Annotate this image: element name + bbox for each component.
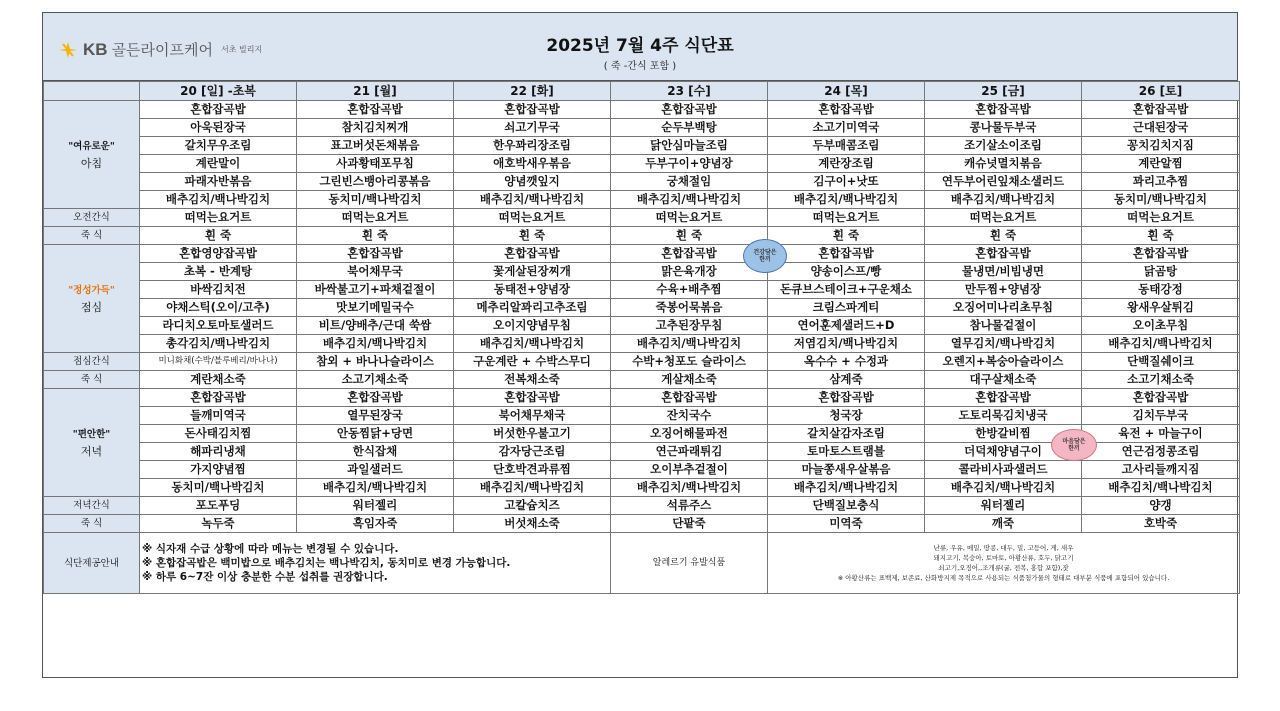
menu-cell: 북어채무채국 (454, 407, 611, 425)
menu-cell: 근대된장국 (1082, 119, 1240, 137)
menu-cell: 흰 죽 (297, 227, 454, 245)
breakfast-row (44, 137, 1240, 155)
menu-cell: 오이부추겉절이 (611, 461, 768, 479)
menu-cell: 오이초무침 (1082, 317, 1240, 335)
menu-cell: 아욱된장국 (140, 119, 297, 137)
menu-cell: 동치미/백나박김치 (1082, 191, 1240, 209)
menu-cell: 오이지양념무침 (454, 317, 611, 335)
menu-cell: 감자당근조림 (454, 443, 611, 461)
day-header: 26 [토] (1082, 82, 1240, 101)
lunch-row (44, 281, 1240, 299)
menu-cell: 오렌지+복숭아슬라이스 (925, 353, 1082, 371)
logo-name: 골든라이프케어 (111, 41, 213, 59)
menu-cell: 왕새우살튀김 (1082, 299, 1240, 317)
allergy-line: 쇠고기,오징어,,조개류(굴, 전복, 홍합 포함),잣 (938, 564, 1069, 572)
menu-cell: 배추김치/백나박김치 (768, 191, 925, 209)
morning_snack-label: 오전간식 (44, 209, 140, 227)
morning_snack-row (44, 209, 1240, 227)
menu-cell: 동치미/백나박김치 (140, 479, 297, 497)
menu-cell: 배추김치/백나박김치 (297, 479, 454, 497)
porridge_2-row (44, 371, 1240, 389)
menu-cell: 참나물겉절이 (925, 317, 1082, 335)
menu-cell: 단호박견과류찜 (454, 461, 611, 479)
menu-cell: 계란알찜 (1082, 155, 1240, 173)
menu-cell: 배추김치/백나박김치 (1082, 479, 1240, 497)
menu-cell: 꽈리고추찜 (1082, 173, 1240, 191)
allergy-label: 알레르기 유발식품 (611, 533, 768, 594)
menu-cell: 열무된장국 (297, 407, 454, 425)
breakfast-row (44, 173, 1240, 191)
menu-cell: 떠먹는요거트 (140, 209, 297, 227)
menu-cell: 잔치국수 (611, 407, 768, 425)
menu-cell: 소고기미역국 (768, 119, 925, 137)
menu-cell: 떠먹는요거트 (925, 209, 1082, 227)
menu-cell: 흰 죽 (611, 227, 768, 245)
menu-cell: 라디치오토마토샐러드 (140, 317, 297, 335)
menu-cell: 참외 + 바나나슬라이스 (297, 353, 454, 371)
footer-label: 식단제공안내 (44, 533, 140, 594)
dinner-row (44, 479, 1240, 497)
notice-cell (140, 533, 611, 594)
menu-cell: 파래자반볶음 (140, 173, 297, 191)
menu-cell: 떠먹는요거트 (611, 209, 768, 227)
breakfast-row (44, 191, 1240, 209)
menu-cell: 전복채소죽 (454, 371, 611, 389)
menu-cell: 버섯채소죽 (454, 515, 611, 533)
menu-cell: 혼합잡곡밥 (611, 101, 768, 119)
notice-line: ※ 혼합잡곡밥은 백미밥으로 배추김치는 백나박김치, 동치미로 변경 가능합니다. (142, 557, 511, 569)
menu-cell: 혼합잡곡밥 (925, 101, 1082, 119)
day-header: 25 [금] (925, 82, 1082, 101)
menu-cell: 조기살소이조림 (925, 137, 1082, 155)
lunch-row (44, 245, 1240, 263)
menu-cell: 해파리냉채 (140, 443, 297, 461)
menu-cell: 혼합잡곡밥 (454, 101, 611, 119)
menu-cell: 소고기채소죽 (297, 371, 454, 389)
lunch-row (44, 335, 1240, 353)
menu-cell: 동태전+양념장 (454, 281, 611, 299)
menu-cell: 한우꽈리장조림 (454, 137, 611, 155)
lunch-label (44, 245, 140, 353)
lunch-row (44, 263, 1240, 281)
menu-cell: 배추김치/백나박김치 (297, 335, 454, 353)
menu-cell: 닭안심마늘조림 (611, 137, 768, 155)
allergy-line: 난류, 우유, 메밀, 땅콩, 대두, 밀, 고등어, 게, 새우 (933, 544, 1074, 552)
menu-cell: 물냉면/비빔냉면 (925, 263, 1082, 281)
menu-cell: 계란말이 (140, 155, 297, 173)
lunch-row (44, 317, 1240, 335)
day-header: 21 [월] (297, 82, 454, 101)
menu-cell: 포도푸딩 (140, 497, 297, 515)
menu-cell: 혼합잡곡밥 (768, 389, 925, 407)
allergy-list (768, 533, 1240, 594)
menu-cell: 혼합잡곡밥 (925, 389, 1082, 407)
menu-cell: 가지양념찜 (140, 461, 297, 479)
menu-cell: 콩나물두부국 (925, 119, 1082, 137)
health-bubble (743, 239, 787, 273)
menu-cell: 혼합잡곡밥 (1082, 389, 1240, 407)
menu-cell: 혼합잡곡밥 (1082, 101, 1240, 119)
dinner-row (44, 389, 1240, 407)
menu-cell: 연근파래튀김 (611, 443, 768, 461)
menu-cell: 돈사태김치찜 (140, 425, 297, 443)
menu-cell: 깨죽 (925, 515, 1082, 533)
menu-cell: 사과황태포무침 (297, 155, 454, 173)
menu-cell: 바싹불고기+파채겉절이 (297, 281, 454, 299)
menu-cell: 토마토스트램블 (768, 443, 925, 461)
menu-cell: 혼합영양잡곡밥 (140, 245, 297, 263)
menu-cell: 혼합잡곡밥 (611, 245, 768, 263)
menu-cell: 녹두죽 (140, 515, 297, 533)
menu-cell: 미니화채(수박/블루베리/바나나) (140, 353, 297, 371)
menu-cell: 단팥죽 (611, 515, 768, 533)
day-header: 24 [목] (768, 82, 925, 101)
menu-cell: 도토리묵김치냉국 (925, 407, 1082, 425)
menu-cell: 맑은육개장 (611, 263, 768, 281)
menu-cell: 혼합잡곡밥 (768, 245, 925, 263)
menu-cell: 배추김치/백나박김치 (925, 191, 1082, 209)
menu-cell: 배추김치/백나박김치 (611, 335, 768, 353)
menu-cell: 콜라비사과샐러드 (925, 461, 1082, 479)
menu-cell: 혼합잡곡밥 (140, 101, 297, 119)
dinner-row (44, 407, 1240, 425)
menu-cell: 게살채소죽 (611, 371, 768, 389)
menu-cell: 과일샐러드 (297, 461, 454, 479)
menu-cell: 흑임자죽 (297, 515, 454, 533)
menu-cell: 비트/양배추/근대 쑥쌈 (297, 317, 454, 335)
menu-cell: 혼합잡곡밥 (611, 389, 768, 407)
porridge_1-row (44, 227, 1240, 245)
menu-cell: 계란장조림 (768, 155, 925, 173)
notice-line: ※ 식자재 수급 상황에 따라 메뉴는 변경될 수 있습니다. (142, 543, 399, 555)
menu-cell: 바싹김치전 (140, 281, 297, 299)
menu-cell: 청국장 (768, 407, 925, 425)
menu-cell: 동치미/백나박김치 (297, 191, 454, 209)
menu-cell: 한방갈비찜 (925, 425, 1082, 443)
menu-cell: 열무김치/백나박김치 (925, 335, 1082, 353)
lunch-label-name: "정성가득" (68, 284, 115, 296)
menu-cell: 흰 죽 (454, 227, 611, 245)
menu-cell: 고추된장무침 (611, 317, 768, 335)
menu-cell: 총각김치/백나박김치 (140, 335, 297, 353)
menu-cell: 메추리알꽈리고추조림 (454, 299, 611, 317)
menu-cell: 연어훈제샐러드+D (768, 317, 925, 335)
menu-cell: 김치두부국 (1082, 407, 1240, 425)
breakfast-row (44, 101, 1240, 119)
menu-cell: 캐슈넛멸치볶음 (925, 155, 1082, 173)
breakfast-label-name: "여유로운" (68, 140, 115, 152)
menu-sheet (42, 12, 1238, 678)
footer-row (44, 533, 1240, 594)
logo-kb: KB (83, 39, 108, 59)
menu-cell: 흰 죽 (140, 227, 297, 245)
menu-cell: 구운계란 + 수박스무디 (454, 353, 611, 371)
header (43, 13, 1237, 81)
health-bubble-text: 건강담은 한끼 (753, 249, 777, 263)
menu-cell: 수육+배추찜 (611, 281, 768, 299)
evening_snack-label: 저녁간식 (44, 497, 140, 515)
menu-cell: 워터젤리 (925, 497, 1082, 515)
page-subtitle: ( 죽 -간식 포함 ) (603, 61, 677, 72)
menu-cell: 북어채무국 (297, 263, 454, 281)
menu-cell: 한식잡채 (297, 443, 454, 461)
logo-sub: 서초 빌리지 (221, 45, 263, 54)
menu-cell: 쇠고기무국 (454, 119, 611, 137)
menu-cell: 배추김치/백나박김치 (611, 191, 768, 209)
menu-cell: 꽁치김치지짐 (1082, 137, 1240, 155)
menu-cell: 미역죽 (768, 515, 925, 533)
menu-cell: 수박+청포도 슬라이스 (611, 353, 768, 371)
menu-cell: 양갱 (1082, 497, 1240, 515)
menu-cell: 더덕채양념구이 (925, 443, 1082, 461)
menu-cell: 순두부백탕 (611, 119, 768, 137)
menu-cell: 만두찜+양념장 (925, 281, 1082, 299)
menu-cell: 배추김치/백나박김치 (454, 335, 611, 353)
breakfast-row (44, 119, 1240, 137)
menu-cell: 궁채절임 (611, 173, 768, 191)
menu-cell: 배추김치/백나박김치 (925, 479, 1082, 497)
menu-cell: 배추김치/백나박김치 (768, 479, 925, 497)
menu-cell: 옥수수 + 수정과 (768, 353, 925, 371)
menu-cell: 석류주스 (611, 497, 768, 515)
porridge_3-label: 죽 식 (44, 515, 140, 533)
menu-cell: 흰 죽 (1082, 227, 1240, 245)
breakfast-label (44, 101, 140, 209)
menu-cell: 혼합잡곡밥 (297, 245, 454, 263)
menu-cell: 양송이스프/빵 (768, 263, 925, 281)
lunch-row (44, 299, 1240, 317)
menu-cell: 참치김치찌개 (297, 119, 454, 137)
menu-cell: 단백질쉐이크 (1082, 353, 1240, 371)
menu-cell: 소고기채소죽 (1082, 371, 1240, 389)
menu-cell: 갈치무우조림 (140, 137, 297, 155)
menu-cell: 두부구이+양념장 (611, 155, 768, 173)
menu-cell: 고사리들깨지짐 (1082, 461, 1240, 479)
menu-cell: 배추김치/백나박김치 (1082, 335, 1240, 353)
afternoon_snack-label: 점심간식 (44, 353, 140, 371)
day-header: 22 [화] (454, 82, 611, 101)
breakfast-label-meal: 아침 (80, 156, 103, 170)
heart-bubble (1051, 429, 1097, 461)
menu-cell: 워터젤리 (297, 497, 454, 515)
menu-cell: 혼합잡곡밥 (454, 245, 611, 263)
menu-cell: 호박죽 (1082, 515, 1240, 533)
menu-cell: 맛보기메밀국수 (297, 299, 454, 317)
menu-cell: 혼합잡곡밥 (1082, 245, 1240, 263)
menu-cell: 단백질보충식 (768, 497, 925, 515)
menu-cell: 표고버섯돈채볶음 (297, 137, 454, 155)
menu-cell: 대구살채소죽 (925, 371, 1082, 389)
dinner-label (44, 389, 140, 497)
afternoon_snack-row (44, 353, 1240, 371)
menu-cell: 김구이+낫또 (768, 173, 925, 191)
menu-cell: 오징어해물파전 (611, 425, 768, 443)
menu-cell: 고칼슘치즈 (454, 497, 611, 515)
day-header: 20 [일] -초복 (140, 82, 297, 101)
menu-table (43, 81, 1240, 594)
menu-cell: 배추김치/백나박김치 (140, 191, 297, 209)
menu-cell: 혼합잡곡밥 (140, 389, 297, 407)
menu-cell: 동태강정 (1082, 281, 1240, 299)
porridge_2-label: 죽 식 (44, 371, 140, 389)
menu-cell: 애호박새우볶음 (454, 155, 611, 173)
menu-cell: 들깨미역국 (140, 407, 297, 425)
menu-cell: 야채스틱(오이/고추) (140, 299, 297, 317)
menu-cell: 초복 - 반계탕 (140, 263, 297, 281)
menu-cell: 저염김치/백나박김치 (768, 335, 925, 353)
menu-cell: 돈큐브스테이크+구운채소 (768, 281, 925, 299)
menu-cell: 양념깻잎지 (454, 173, 611, 191)
dinner-row (44, 461, 1240, 479)
menu-cell: 흰 죽 (925, 227, 1082, 245)
menu-cell: 배추김치/백나박김치 (454, 191, 611, 209)
menu-cell: 떠먹는요거트 (768, 209, 925, 227)
dinner-label-name: "편안한" (72, 428, 111, 440)
notice-line: ※ 하루 6~7잔 이상 충분한 수분 섭취를 권장합니다. (142, 571, 388, 583)
menu-cell: 혼합잡곡밥 (768, 101, 925, 119)
porridge_3-row (44, 515, 1240, 533)
porridge_1-label: 죽 식 (44, 227, 140, 245)
menu-cell: 혼합잡곡밥 (925, 245, 1082, 263)
menu-cell: 연두부어린잎채소샐러드 (925, 173, 1082, 191)
menu-cell: 혼합잡곡밥 (297, 389, 454, 407)
menu-cell: 배추김치/백나박김치 (611, 479, 768, 497)
menu-cell: 떠먹는요거트 (297, 209, 454, 227)
menu-cell: 꽃게살된장찌개 (454, 263, 611, 281)
menu-cell: 버섯한우불고기 (454, 425, 611, 443)
corner-cell (44, 82, 140, 101)
menu-cell: 배추김치/백나박김치 (454, 479, 611, 497)
menu-cell: 마늘쫑새우살볶음 (768, 461, 925, 479)
menu-cell: 안동찜닭+당면 (297, 425, 454, 443)
menu-cell: 떠먹는요거트 (454, 209, 611, 227)
menu-cell: 흰 죽 (768, 227, 925, 245)
evening_snack-row (44, 497, 1240, 515)
menu-cell: 연근검정콩조림 (1082, 443, 1240, 461)
allergy-line: ※ 아황산류는 표백제, 보존료, 산화방지제 목적으로 사용되는 식품첨가물의 형태로 대부분 식품에 포함되어 있습니다. (837, 574, 1170, 582)
breakfast-row (44, 155, 1240, 173)
menu-cell: 혼합잡곡밥 (297, 101, 454, 119)
heart-bubble-text: 마음담은 한끼 (1062, 438, 1086, 452)
dinner-label-meal: 저녁 (80, 444, 103, 458)
menu-cell: 그린빈스뱅아리콩볶음 (297, 173, 454, 191)
menu-cell: 크림스파게티 (768, 299, 925, 317)
menu-cell: 닭곰탕 (1082, 263, 1240, 281)
menu-cell: 죽봉어묵볶음 (611, 299, 768, 317)
menu-cell: 계란채소죽 (140, 371, 297, 389)
menu-cell: 오징어미나리초무침 (925, 299, 1082, 317)
lunch-label-meal: 점심 (80, 300, 103, 314)
allergy-line: 돼지고기, 복숭아, 토마토, 아황산류, 호두, 닭고기 (933, 554, 1074, 562)
menu-cell: 혼합잡곡밥 (454, 389, 611, 407)
menu-cell: 삼계죽 (768, 371, 925, 389)
menu-cell: 육전 + 마늘구이 (1082, 425, 1240, 443)
day-header-row (44, 82, 1240, 101)
day-header: 23 [수] (611, 82, 768, 101)
page-title: 2025년 7월 4주 식단표 (546, 36, 734, 56)
menu-cell: 두부매콤조림 (768, 137, 925, 155)
menu-cell: 떠먹는요거트 (1082, 209, 1240, 227)
menu-cell: 갈치살감자조림 (768, 425, 925, 443)
